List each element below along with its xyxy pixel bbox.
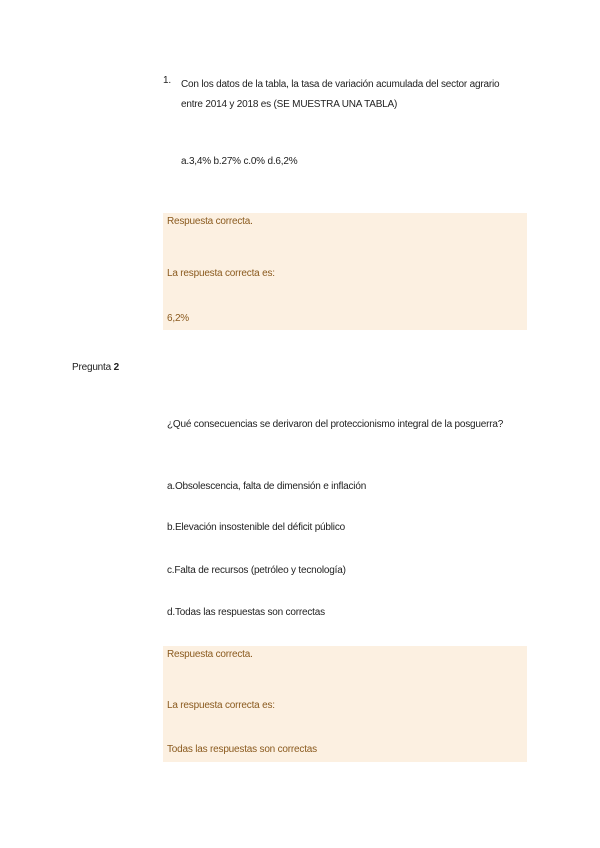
answer-option-b[interactable]: b.Elevación insostenible del déficit público	[167, 522, 345, 533]
answer-option-c[interactable]: c.Falta de recursos (petróleo y tecnología)	[167, 565, 346, 576]
correct-answer-value: Todas las respuestas son correctas	[167, 744, 317, 755]
feedback-status: Respuesta correcta.	[167, 216, 253, 227]
question-1-number: 1.	[163, 75, 171, 86]
question-number: 2	[113, 362, 119, 373]
feedback-box-1	[163, 213, 527, 330]
correct-answer-value: 6,2%	[167, 313, 189, 324]
correct-answer-label: La respuesta correcta es:	[167, 268, 275, 279]
question-2-header	[72, 362, 119, 373]
feedback-status: Respuesta correcta.	[167, 649, 253, 660]
answer-option-d[interactable]: d.Todas las respuestas son correctas	[167, 607, 325, 618]
question-label: Pregunta	[72, 362, 111, 373]
question-1-options: a.3,4% b.27% c.0% d.6,2%	[181, 156, 298, 167]
correct-answer-label: La respuesta correcta es:	[167, 700, 275, 711]
feedback-box-2	[163, 646, 527, 762]
question-2-text: ¿Qué consecuencias se derivaron del proteccionismo integral de la posguerra?	[167, 419, 504, 430]
question-1-text: Con los datos de la tabla, la tasa de variación acumulada del sector agrario entre 2014 y 2018 es (SE MUESTRA UNA TABLA)	[181, 79, 500, 110]
answer-option-a[interactable]: a.Obsolescencia, falta de dimensión e inflación	[167, 481, 367, 492]
